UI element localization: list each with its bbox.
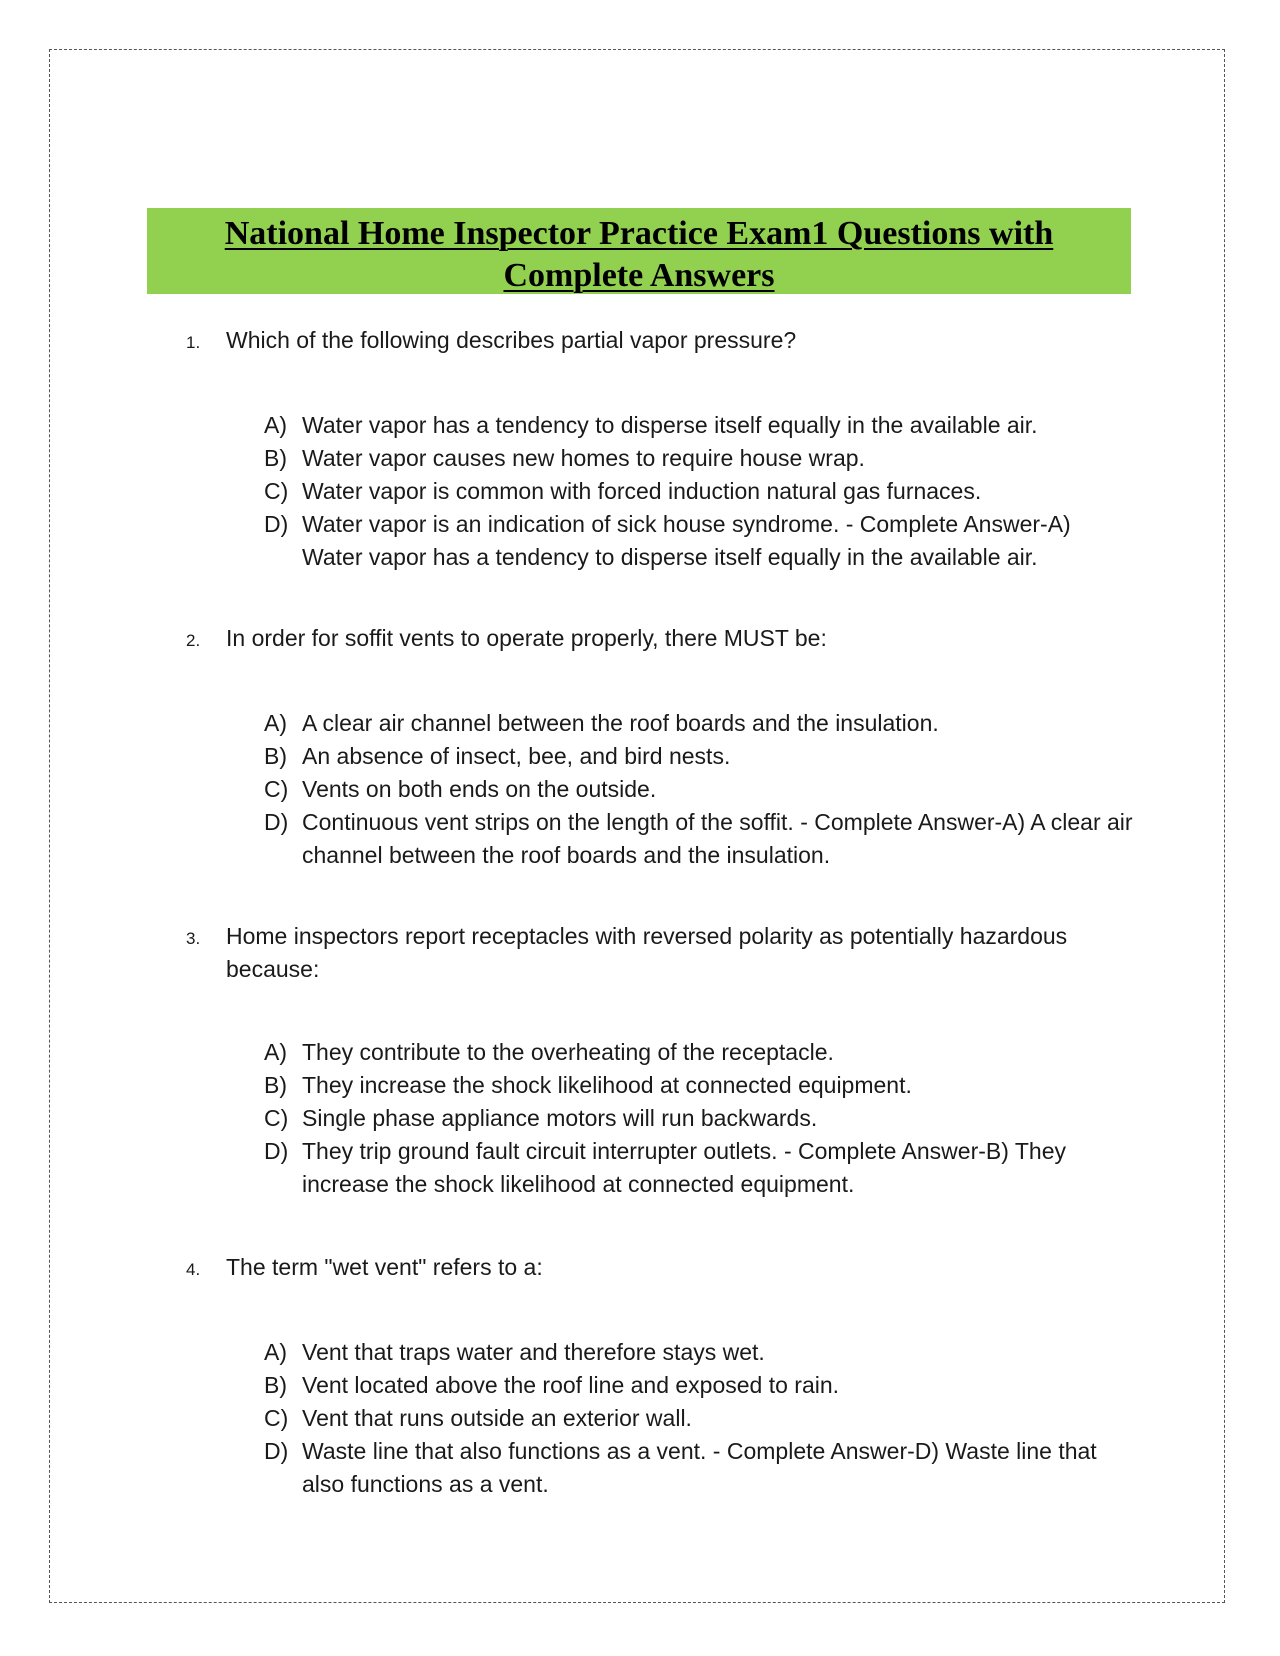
option-letter: B)	[264, 743, 287, 769]
option-text: Single phase appliance motors will run backwards.	[302, 1105, 818, 1131]
title-banner	[147, 208, 1131, 294]
question-number: 1.	[186, 333, 201, 352]
option-text: Vent located above the roof line and exposed to rain.	[302, 1372, 840, 1398]
option-d	[264, 1135, 1136, 1201]
option-text: Vent that runs outside an exterior wall.	[302, 1405, 692, 1431]
option-c	[264, 1402, 1136, 1435]
option-letter: D)	[264, 1138, 289, 1164]
option-a	[264, 409, 1136, 442]
question-4	[186, 1251, 1136, 1501]
option-letter: A)	[264, 710, 287, 736]
question-text: The term "wet vent" refers to a:	[226, 1254, 543, 1280]
question-text: Which of the following describes partial vapor pressure?	[226, 327, 797, 353]
option-c	[264, 773, 1136, 806]
option-d	[264, 1435, 1136, 1501]
option-text: They contribute to the overheating of the receptacle.	[302, 1039, 834, 1065]
answer-options	[264, 1036, 1136, 1201]
option-text: An absence of insect, bee, and bird nests.	[302, 743, 731, 769]
option-text: Vents on both ends on the outside.	[302, 776, 657, 802]
option-text: Water vapor is common with forced induction natural gas furnaces.	[302, 478, 982, 504]
option-a	[264, 707, 1136, 740]
option-letter: D)	[264, 511, 289, 537]
option-letter: A)	[264, 1339, 287, 1365]
question-number: 3.	[186, 929, 201, 948]
option-text-with-answer: Waste line that also functions as a vent. - Complete Answer-D) Waste line that also functions as a vent.	[302, 1438, 1097, 1497]
option-letter: C)	[264, 1405, 289, 1431]
option-d	[264, 806, 1136, 872]
option-text-with-answer: Water vapor is an indication of sick house syndrome. - Complete Answer-A) Water vapor has a tendency to disperse itself equally in the available air.	[302, 511, 1071, 570]
option-b	[264, 740, 1136, 773]
answer-options	[264, 1336, 1136, 1501]
option-letter: A)	[264, 1039, 287, 1065]
option-b	[264, 1069, 1136, 1102]
option-letter: B)	[264, 1372, 287, 1398]
option-text-with-answer: Continuous vent strips on the length of the soffit. - Complete Answer-A) A clear air channel between the roof boards and the insulation.	[302, 809, 1133, 868]
option-text: Vent that traps water and therefore stays wet.	[302, 1339, 765, 1365]
option-b	[264, 442, 1136, 475]
option-a	[264, 1336, 1136, 1369]
option-letter: B)	[264, 445, 287, 471]
option-d	[264, 508, 1136, 574]
document-title-line-2: Complete Answers	[503, 257, 775, 294]
answer-options	[264, 707, 1136, 872]
document-title-line-1: National Home Inspector Practice Exam1 Questions with	[224, 215, 1054, 252]
question-text: Home inspectors report receptacles with reversed polarity as potentially hazardous because:	[226, 923, 1068, 982]
question-3	[186, 920, 1136, 1201]
option-b	[264, 1369, 1136, 1402]
option-text: Water vapor causes new homes to require house wrap.	[302, 445, 865, 471]
option-letter: C)	[264, 478, 289, 504]
option-a	[264, 1036, 1136, 1069]
question-number: 4.	[186, 1260, 201, 1279]
option-text: A clear air channel between the roof boards and the insulation.	[302, 710, 939, 736]
option-letter: C)	[264, 1105, 289, 1131]
option-letter: C)	[264, 776, 289, 802]
option-c	[264, 1102, 1136, 1135]
question-number: 2.	[186, 631, 201, 650]
option-letter: D)	[264, 1438, 289, 1464]
question-text: In order for soffit vents to operate properly, there MUST be:	[226, 625, 827, 651]
option-letter: D)	[264, 809, 289, 835]
answer-options	[264, 409, 1136, 574]
question-2	[186, 622, 1136, 872]
option-letter: A)	[264, 412, 287, 438]
question-1	[186, 324, 1136, 574]
option-letter: B)	[264, 1072, 287, 1098]
option-text: Water vapor has a tendency to disperse itself equally in the available air.	[302, 412, 1038, 438]
option-text-with-answer: They trip ground fault circuit interrupter outlets. - Complete Answer-B) They increase the shock likelihood at connected equipment.	[302, 1138, 1067, 1197]
option-c	[264, 475, 1136, 508]
option-text: They increase the shock likelihood at connected equipment.	[302, 1072, 912, 1098]
